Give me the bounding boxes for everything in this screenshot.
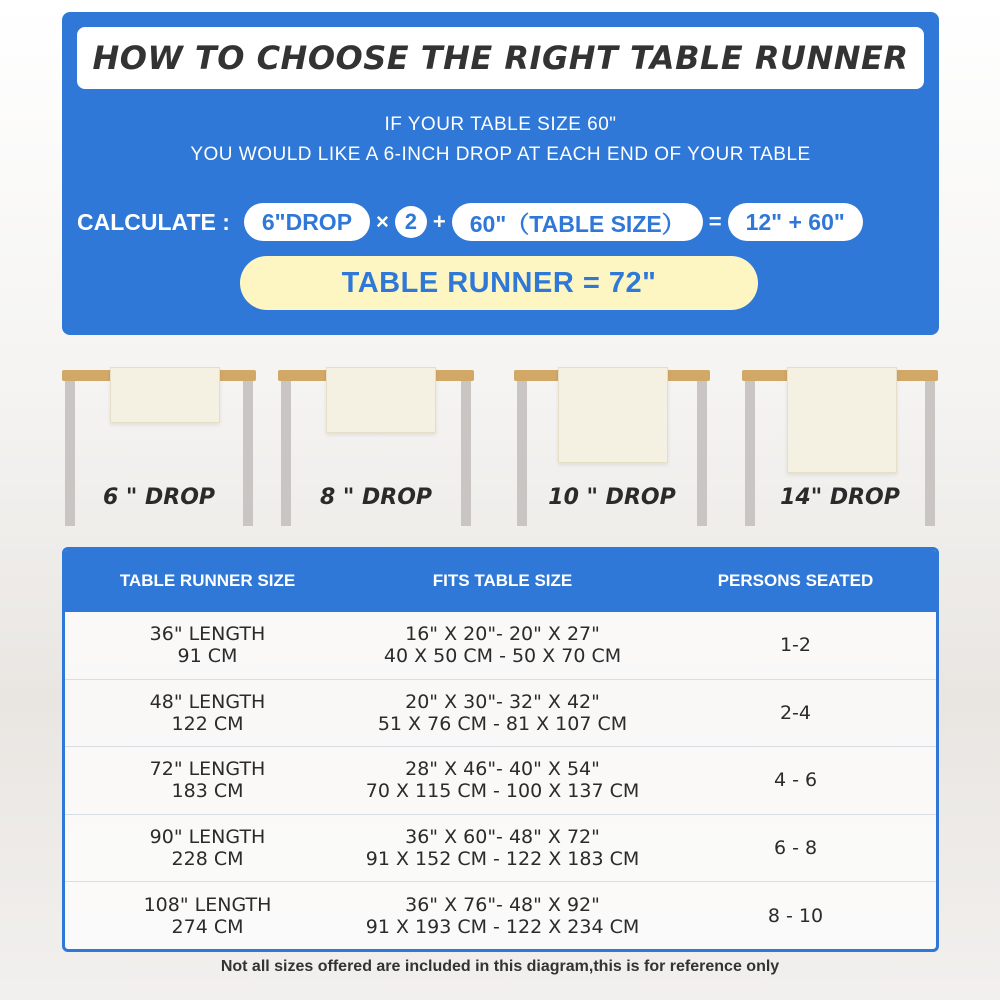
fits-size-cm: 91 X 152 CM - 122 X 183 CM (365, 847, 640, 870)
runner-length-in: 108" LENGTH (143, 893, 272, 916)
fits-size-cm: 91 X 193 CM - 122 X 234 CM (365, 915, 640, 938)
runner-size-cell (65, 826, 350, 870)
persons-seated-cell: 6 - 8 (773, 836, 818, 859)
table-row (65, 882, 936, 950)
header-persons-seated: PERSONS SEATED (717, 571, 874, 590)
table-row (65, 747, 936, 815)
runner-length-cm: 91 CM (177, 645, 238, 668)
times-operator: × (376, 209, 389, 234)
table-row (65, 612, 936, 680)
runner-size-cell (65, 758, 350, 802)
runner-length-cm: 228 CM (171, 847, 244, 870)
drop-illustration-14 (742, 365, 938, 530)
table-runner (326, 367, 436, 433)
header-fits-table-size: FITS TABLE SIZE (432, 571, 573, 590)
runner-length-cm: 183 CM (171, 780, 244, 803)
runner-size-cell (65, 894, 350, 938)
drop-label: 6 " DROP (102, 485, 216, 510)
expanded-sum-pill: 12" + 60" (728, 203, 863, 241)
fits-size-cell (350, 894, 655, 938)
multiplier-circle: 2 (395, 206, 427, 238)
plus-operator: + (432, 209, 446, 234)
result-pill: TABLE RUNNER = 72" (240, 256, 758, 310)
drop-label: 14" DROP (780, 485, 900, 510)
persons-seated-cell: 8 - 10 (767, 904, 824, 927)
runner-length-cm: 274 CM (171, 915, 244, 938)
table-runner (787, 367, 897, 473)
table-runner (110, 367, 220, 423)
fits-size-in: 16" X 20"- 20" X 27" (405, 623, 600, 646)
drop-label: 8 " DROP (319, 485, 433, 510)
intro-line-1: IF YOUR TABLE SIZE 60" (384, 114, 617, 135)
fits-size-cell (350, 758, 655, 802)
header-runner-size: TABLE RUNNER SIZE (119, 571, 296, 590)
drop-illustration-8 (278, 365, 474, 530)
equals-operator: = (708, 209, 722, 234)
table-runner (558, 367, 668, 463)
fits-size-in: 36" X 60"- 48" X 72" (405, 825, 600, 848)
size-chart-table (62, 547, 939, 952)
persons-seated-cell: 2-4 (779, 701, 812, 724)
table-row (65, 815, 936, 883)
fits-size-cm: 51 X 76 CM - 81 X 107 CM (377, 712, 628, 735)
drop-illustration-6 (62, 365, 256, 530)
table-size-pill: 60"（TABLE SIZE） (452, 203, 703, 241)
fits-size-cell (350, 691, 655, 735)
fits-size-in: 36" X 76"- 48" X 92" (405, 893, 600, 916)
runner-size-cell (65, 623, 350, 667)
fits-size-in: 20" X 30"- 32" X 42" (405, 690, 600, 713)
fits-size-cm: 70 X 115 CM - 100 X 137 CM (365, 780, 640, 803)
drop-illustration-10 (514, 365, 710, 530)
title-banner (77, 27, 924, 89)
runner-length-in: 48" LENGTH (149, 690, 266, 713)
fits-size-cm: 40 X 50 CM - 50 X 70 CM (383, 645, 622, 668)
drop-pill: 6"DROP (244, 203, 370, 241)
runner-size-cell (65, 691, 350, 735)
fits-size-cell (350, 623, 655, 667)
reference-footnote: Not all sizes offered are included in this diagram,this is for reference only (220, 958, 780, 975)
runner-length-in: 90" LENGTH (149, 825, 266, 848)
persons-seated-cell: 1-2 (779, 634, 812, 657)
instruction-panel (62, 12, 939, 335)
page-title: HOW TO CHOOSE THE RIGHT TABLE RUNNER (92, 39, 909, 77)
runner-length-cm: 122 CM (171, 712, 244, 735)
table-header (65, 550, 936, 612)
fits-size-cell (350, 826, 655, 870)
drop-label: 10 " DROP (548, 485, 676, 510)
runner-length-in: 36" LENGTH (149, 623, 266, 646)
persons-seated-cell: 4 - 6 (773, 769, 818, 792)
intro-line-2: YOU WOULD LIKE A 6-INCH DROP AT EACH END OF YOUR TABLE (190, 144, 811, 165)
fits-size-in: 28" X 46"- 40" X 54" (405, 758, 600, 781)
calculation-row (77, 202, 863, 242)
calculate-label: CALCULATE : (77, 208, 230, 235)
table-row (65, 680, 936, 748)
runner-length-in: 72" LENGTH (149, 758, 266, 781)
